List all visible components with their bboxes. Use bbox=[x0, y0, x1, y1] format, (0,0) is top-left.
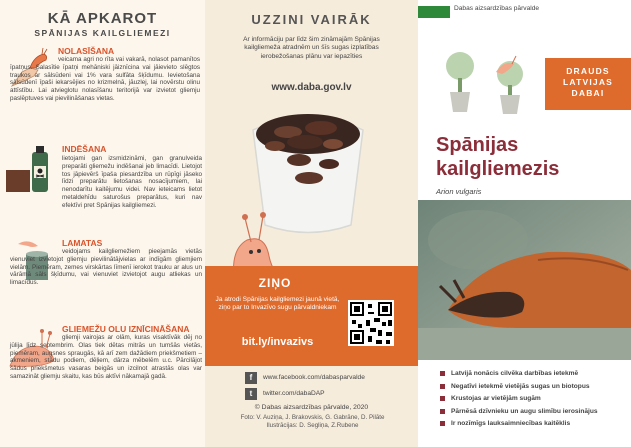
website-link[interactable]: www.daba.gov.lv bbox=[271, 82, 352, 93]
left-panel bbox=[0, 0, 205, 447]
section-text: gliemji vairojas ar olām, kuras visaktīvāk dēj no jūlija līdz septembrim. Olas tiek dētas mitrās un tumšās vietās, piemēram, augsnes spraugās, kā arī zem dažādiem priekšmetiem – akmeniem, stādu podiem, dēļiem, dārza mēbelēm u.c. Pārcilājot šādus priekšmetus vasaras beigās un izcilnot atrastās olas var samazināt gliemju skaitu, kas būs aktīvi nākamajā gadā. bbox=[10, 334, 202, 380]
section-poisoning bbox=[62, 144, 202, 210]
species-latin-name: Arion vulgaris bbox=[436, 187, 482, 196]
report-text: Ja atrodi Spānijas kailgliemezi jaunā vietā, ziņo par to Invazīvo sugu pārvaldniekam bbox=[215, 296, 340, 312]
org-logo-icon bbox=[418, 6, 450, 18]
section-heading: LAMATAS bbox=[62, 238, 103, 248]
org-name: Dabas aizsardzības pārvalde bbox=[454, 5, 540, 12]
middle-panel bbox=[205, 0, 418, 447]
twitter-icon[interactable]: t bbox=[245, 388, 257, 400]
threat-badge bbox=[545, 58, 631, 110]
section-text: veicama agri no rīta vai vakarā, nolasot pamanītos īpatņus. Salasītie īpatņi mehāniski jāiznīcina vai jāievieto slēgtos traukos ar sālsūdeni vai 1% vara sulfāta šķīdumu. Ievietošana sālsūdenī īpaši iekarsējies no krizmelnā, jāuzlej, lai novērstu olinu attīstību. Lai atvieglotu nolasīšanu teritorijā var izvietot gliemju paslēptuves vai pievilināšanas vietas. bbox=[10, 56, 200, 102]
learn-more-title: UZZINI VAIRĀK bbox=[251, 12, 372, 27]
facebook-link[interactable]: www.facebook.com/dabasparvalde bbox=[263, 374, 365, 381]
fact-item: Negatīvi ietekmē vietējās sugas un biotopus bbox=[440, 381, 598, 394]
badge-line: DABAI bbox=[571, 88, 605, 98]
fact-item: Pārnēsā dzīvnieku un augu slimību ierosinājus bbox=[440, 406, 598, 419]
section-text: veidojams kailgliemežiem pieejamās vietās vienuviet izvietojot gliemju pievilinātājvielas ar indīgām gliemjiem vielām. Piemēram, zemes virskārtas līmenī ierokot trauku ar alus un vārāmā sāls šķīdumu, vai vienuviet izvietojot augu atliekas un limacīdus. bbox=[10, 248, 202, 287]
right-panel bbox=[418, 0, 631, 447]
section-heading: INDĒŠANA bbox=[62, 144, 107, 154]
fact-item: Krustojas ar vietējām sugām bbox=[440, 393, 598, 406]
badge-line: DRAUDS bbox=[566, 66, 610, 76]
section-picking-body bbox=[10, 56, 200, 103]
qr-code-icon[interactable] bbox=[348, 300, 394, 346]
fact-item: Latvijā nonācis cilvēka darbības ietekmē bbox=[440, 368, 598, 381]
learn-more-text: Ar informāciju par līdz šim zināmajām Spānijas kailgliemeža atradnēm un šīs sugas izplatības ierobežošanas plānu var iepazīties bbox=[243, 36, 380, 60]
species-title-line: kailgliemezis bbox=[436, 158, 560, 180]
section-heading: GLIEMEŽU OLU IZNĪCINĀŠANA bbox=[62, 324, 190, 334]
report-link[interactable]: bit.ly/invazivs bbox=[241, 336, 314, 348]
potted-plants-slug-icon bbox=[438, 50, 548, 120]
facts-list bbox=[440, 368, 598, 431]
badge-line: LATVIJAS bbox=[562, 77, 614, 87]
poison-bottle-icon bbox=[4, 144, 54, 196]
species-title-line: Spānijas bbox=[436, 134, 519, 156]
report-title: ZIŅO bbox=[258, 276, 292, 290]
section-heading: NOLASĪŠANA bbox=[58, 46, 115, 56]
panel-subtitle: SPĀNIJAS KAILGLIEMEZI bbox=[34, 28, 171, 38]
slug-photo bbox=[418, 200, 631, 360]
facebook-icon[interactable]: f bbox=[245, 372, 257, 384]
copyright: © Dabas aizsardzības pārvalde, 2020 bbox=[254, 404, 369, 411]
section-egg-body bbox=[10, 334, 202, 381]
report-box bbox=[205, 266, 418, 366]
section-traps-body bbox=[10, 248, 202, 287]
fact-item: Ir nozīmīgs lauksaimniecības kaitēklis bbox=[440, 418, 598, 431]
section-text: lietojami gan izsmidzināmi, gan granulveida preparāti gliemežu indēšanai jeb limacīdi. Lietojot tos jāpievērš īpaša piesardzība un rūpīgi jāseko līdzi preparātu lietošanas nosacījumiem, lai nenodarītu kaitējumu videi. Nav ieteicams lietot metaldehīdu saturošus preparātus, kuri nav efektīvi pret Spānijas kailgliemezi. bbox=[62, 155, 202, 209]
twitter-link[interactable]: twitter.com/dabaDAP bbox=[263, 390, 325, 397]
panel-title: KĀ APKAROT bbox=[47, 10, 158, 27]
photo-credits: Foto: V. Auziņa, J. Brakovskis, G. Gabrāne, D. Pilāte Ilustrācijas: D. Segliņa, Z.Rubene bbox=[240, 414, 385, 429]
species-title bbox=[436, 133, 559, 181]
